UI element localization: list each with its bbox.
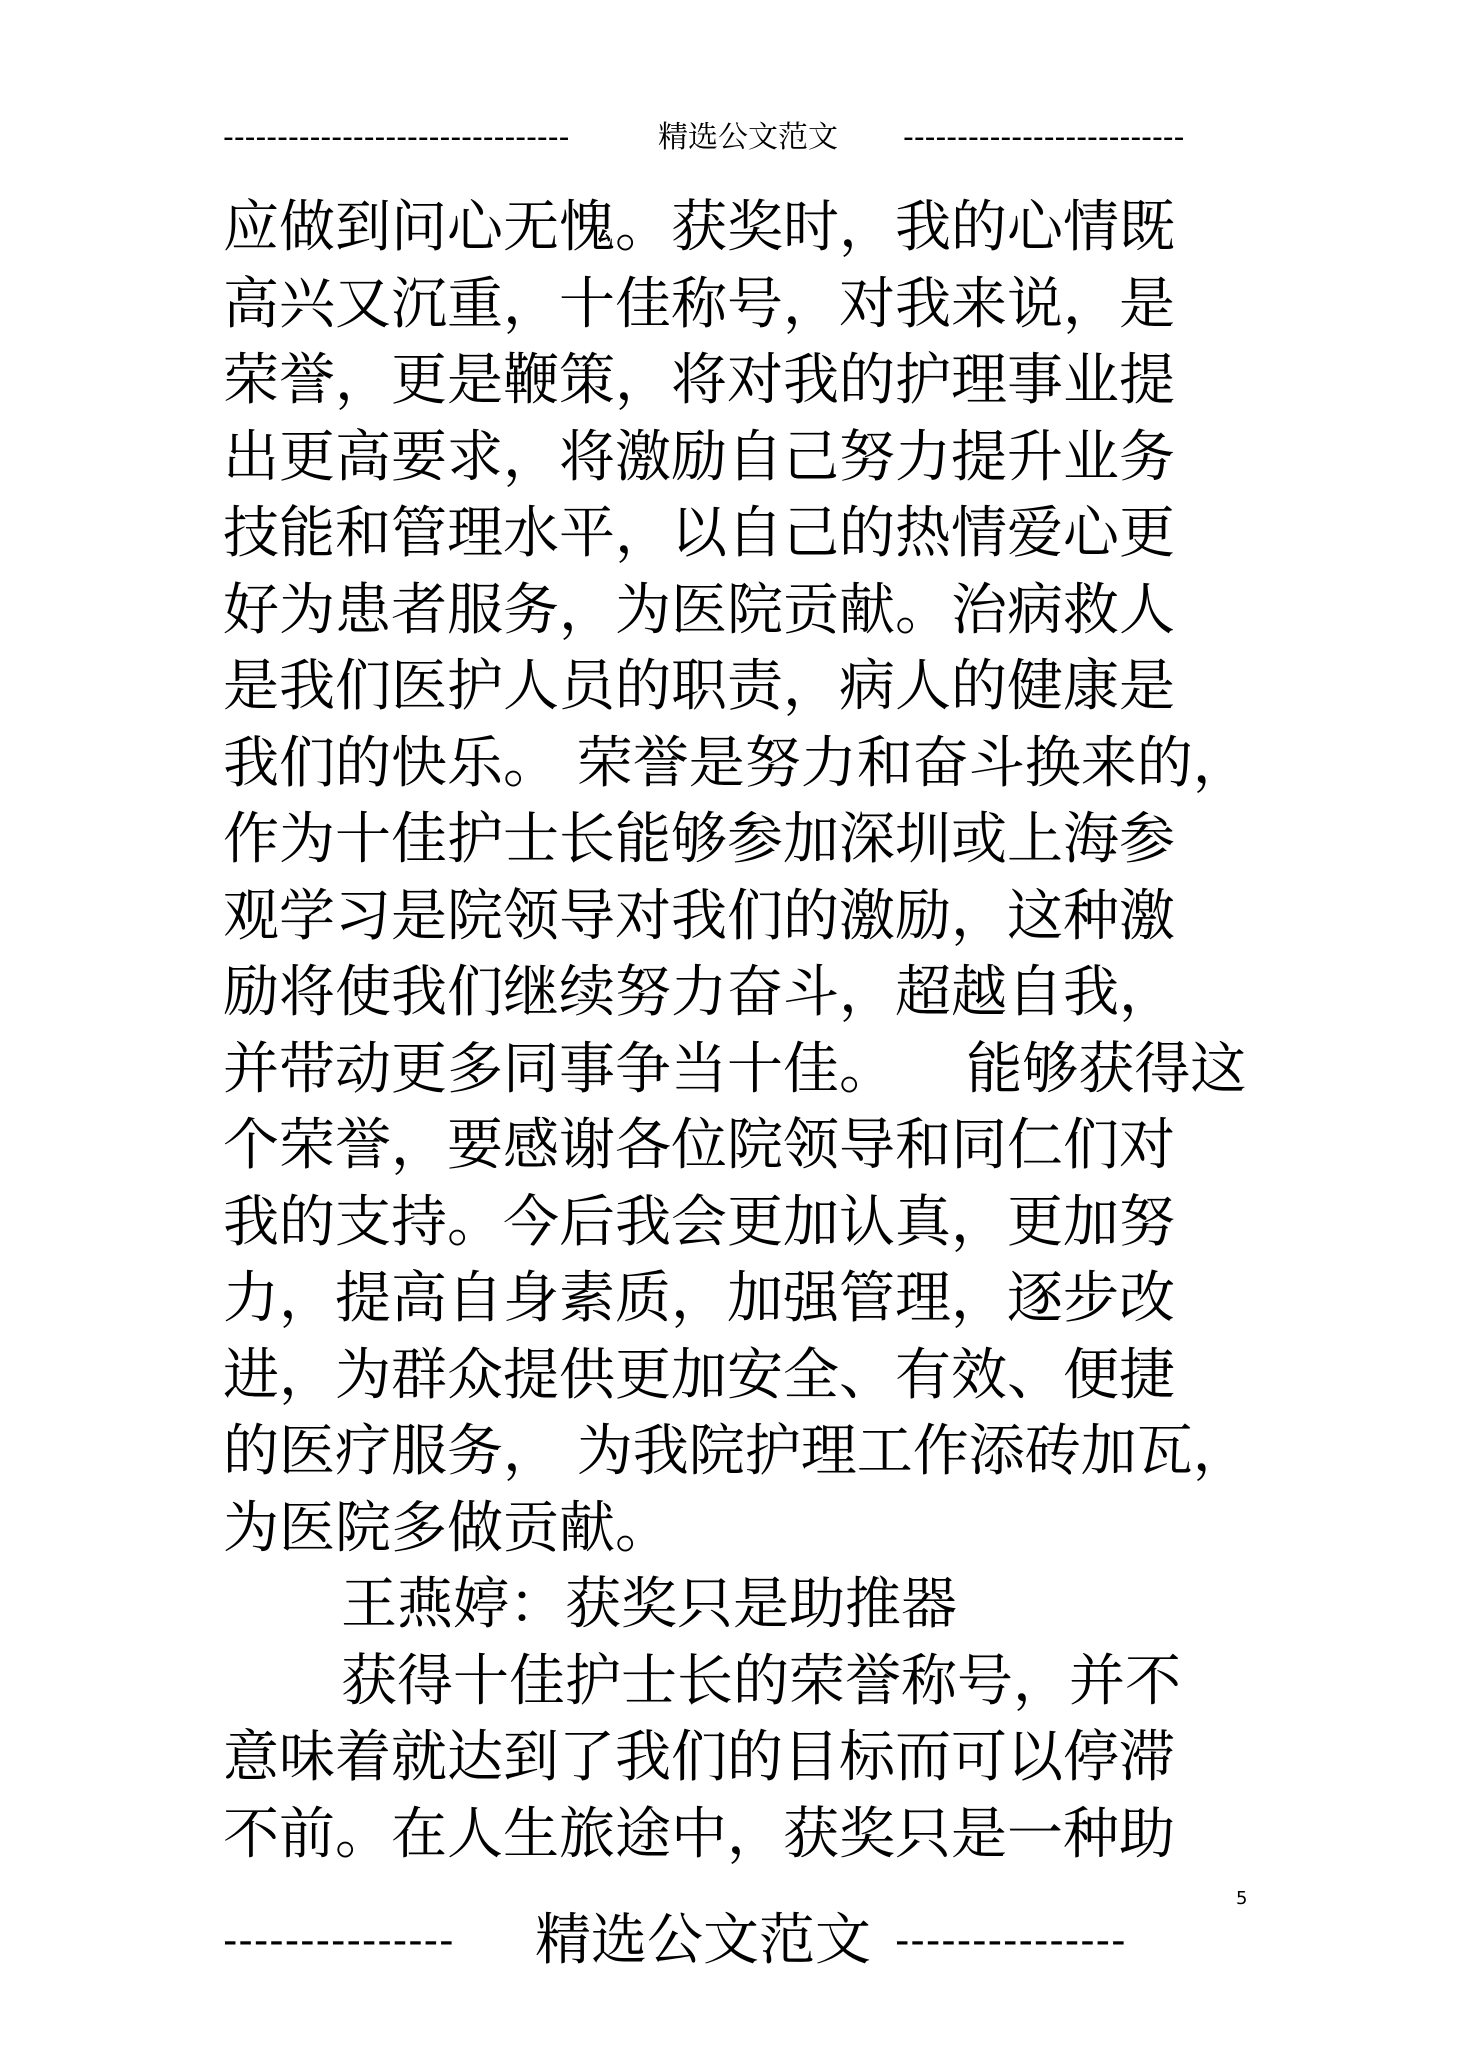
body-line: 励将使我们继续努力奋斗，超越自我， [223,960,1175,1025]
header-dashes-right: -------------------------- [903,120,1185,155]
footer-dashes-left: --------------- [223,1918,455,1964]
body-line: 的医疗服务， 为我院护理工作添砖加瓦， [223,1419,1249,1484]
body-line: 技能和管理水平，以自己的热情爱心更 [223,501,1175,566]
header-title: 精选公文范文 [658,120,838,155]
footer-dashes-right: --------------- [895,1918,1127,1964]
body-line: 不前。在人生旅途中，获奖只是一种助 [223,1801,1175,1867]
body-line: 高兴又沉重，十佳称号，对我来说，是 [223,271,1175,337]
body-line: 获得十佳护士长的荣誉称号，并不 [341,1648,1181,1714]
body-line: 我们的快乐。 荣誉是努力和奋斗换来的， [223,730,1249,796]
body-line: 力，提高自身素质，加强管理，逐步改 [223,1266,1175,1331]
body-line: 作为十佳护士长能够参加深圳或上海参 [223,807,1175,872]
body-line: 我的支持。今后我会更加认真，更加努 [223,1189,1175,1255]
body-line: 并带动更多同事争当十佳。 能够获得这 [223,1036,1247,1102]
body-line: 观学习是院领导对我们的激励，这种激 [223,883,1175,949]
body-line: 好为患者服务，为医院贡献。治病救人 [223,577,1175,643]
body-line: 为医院多做贡献。 [223,1495,671,1561]
footer-title: 精选公文范文 [535,1908,871,1973]
document-body [223,190,1249,1873]
body-line: 出更高要求，将激励自己努力提升业务 [223,424,1175,490]
page-header [223,118,1203,158]
page-number: 5 [1236,1888,1248,1909]
section-heading: 王燕婷：获奖只是助推器 [341,1572,957,1637]
page-footer [223,1906,1203,1976]
body-line: 进，为群众提供更加安全、有效、便捷 [223,1342,1175,1408]
body-line: 是我们医护人员的职责，病人的健康是 [223,654,1175,719]
body-line: 个荣誉，要感谢各位院领导和同仁们对 [223,1113,1175,1178]
header-dashes-left: -------------------------------- [223,120,570,155]
body-line: 应做到问心无愧。获奖时，我的心情既 [223,195,1175,260]
body-line: 荣誉，更是鞭策，将对我的护理事业提 [223,348,1175,413]
body-line: 意味着就达到了我们的目标而可以停滞 [223,1725,1175,1790]
